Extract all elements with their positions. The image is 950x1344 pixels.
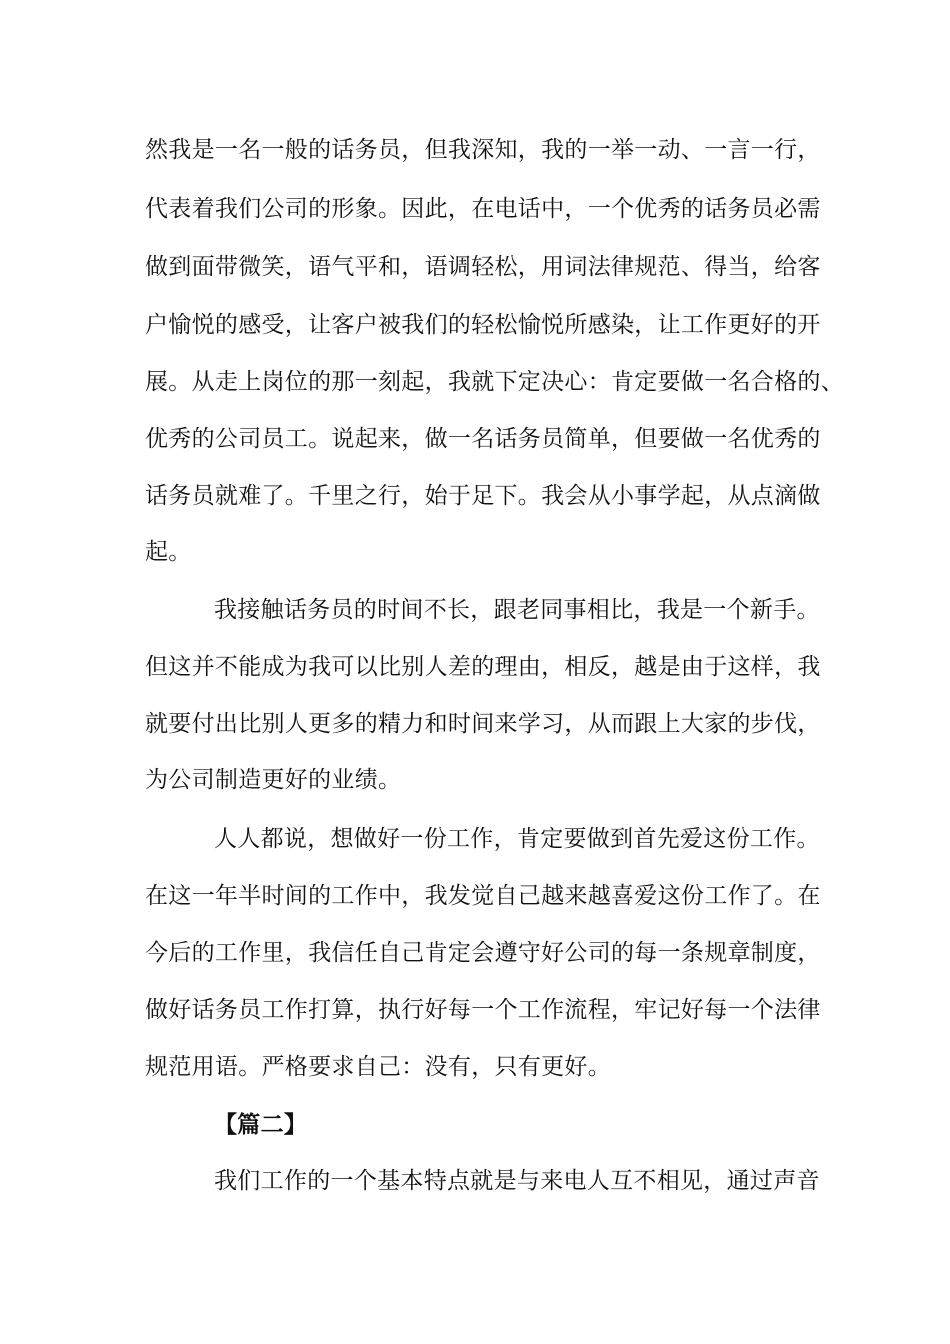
paragraph-line: 然我是一名一般的话务员，但我深知，我的一举一动、一言一行， (145, 137, 821, 163)
paragraph-line: 但这并不能成为我可以比别人差的理由，相反，越是由于这样，我 (145, 654, 821, 680)
paragraph-line: 今后的工作里，我信任自己肯定会遵守好公司的每一条规章制度， (145, 940, 821, 966)
paragraph-line: 做到面带微笑，语气平和，语调轻松，用词法律规范、得当，给客 (145, 254, 821, 280)
paragraph-line: 展。从走上岗位的那一刻起，我就下定决心：肯定要做一名合格的、 (145, 369, 844, 395)
paragraph-line: 户愉悦的感受，让客户被我们的轻松愉悦所感染，让工作更好的开 (145, 312, 821, 338)
paragraph-line: 就要付出比别人更多的精力和时间来学习，从而跟上大家的步伐， (145, 711, 821, 737)
paragraph-line: 规范用语。严格要求自己：没有，只有更好。 (145, 1054, 611, 1080)
section-heading: 【篇二】 (214, 1111, 308, 1138)
paragraph-line: 优秀的公司员工。说起来，做一名话务员简单，但要做一名优秀的 (145, 426, 821, 452)
paragraph-line: 在这一年半时间的工作中，我发觉自己越来越喜爱这份工作了。在 (145, 883, 821, 909)
paragraph-line: 代表着我们公司的形象。因此，在电话中，一个优秀的话务员必需 (145, 196, 821, 222)
paragraph-line: 话务员就难了。千里之行，始于足下。我会从小事学起，从点滴做 (145, 483, 821, 509)
paragraph-line: 为公司制造更好的业绩。 (145, 767, 402, 793)
paragraph-first-line: 我们工作的一个基本特点就是与来电人互不相见，通过声音 (214, 1168, 820, 1194)
paragraph-first-line: 我接触话务员的时间不长，跟老同事相比，我是一个新手。 (214, 597, 820, 623)
paragraph-line: 做好话务员工作打算，执行好每一个工作流程，牢记好每一个法律 (145, 997, 821, 1023)
paragraph-line: 起。 (145, 539, 192, 565)
paragraph-first-line: 人人都说，想做好一份工作，肯定要做到首先爱这份工作。 (214, 826, 820, 852)
